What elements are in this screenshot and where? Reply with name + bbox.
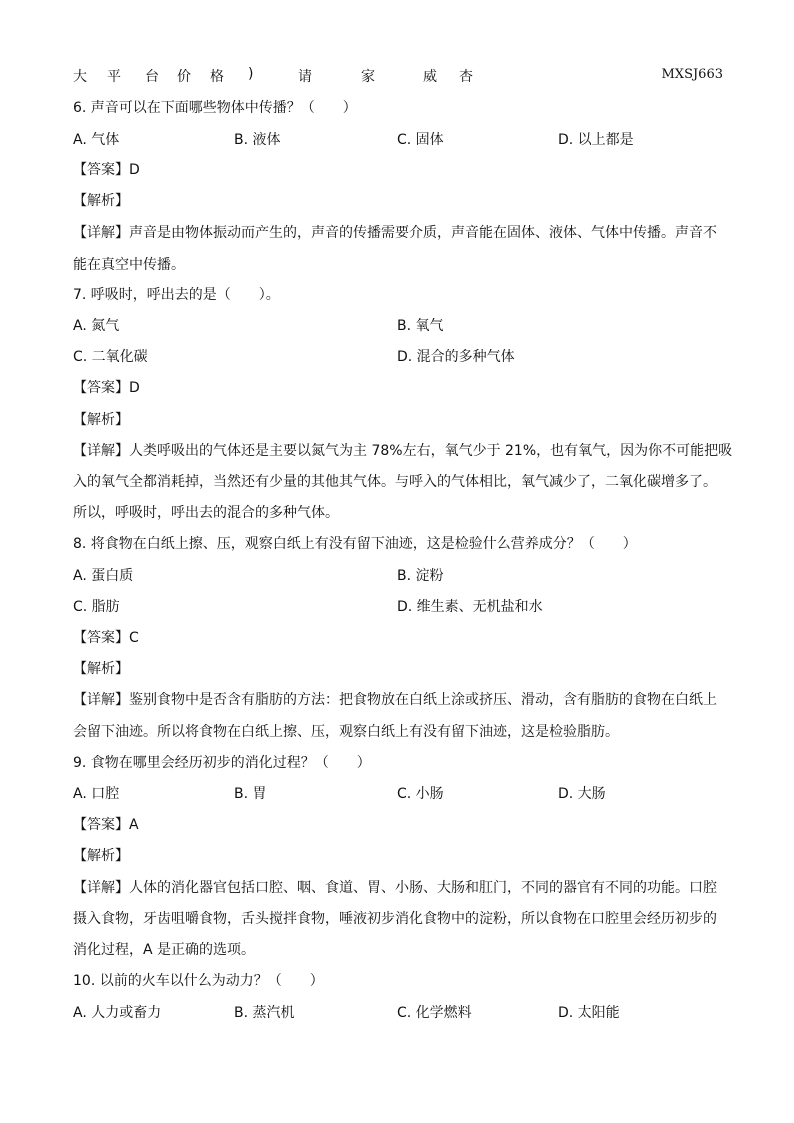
question-stem: 6. 声音可以在下面哪些物体中传播？（ ）	[73, 100, 357, 116]
header-char: 平	[107, 69, 121, 85]
detail-line: 入的氧气全都消耗掉，当然还有少量的其他其气体。与呼入的气体相比，氧气减少了，二氧化碳增多了。	[73, 474, 717, 490]
analysis-label: 【解析】	[73, 661, 129, 677]
answer-line: 【答案】C	[73, 630, 139, 646]
header-char: 家	[361, 69, 375, 85]
header-char: 台	[145, 69, 159, 85]
question-stem: 9. 食物在哪里会经历初步的消化过程？（ ）	[73, 755, 371, 771]
header-char: 价	[177, 69, 191, 85]
analysis-label: 【解析】	[73, 848, 129, 864]
option-c: C. 二氧化碳	[73, 349, 148, 365]
question-stem: 7. 呼吸时，呼出去的是（ ）。	[73, 287, 280, 303]
header-code: MXSJ663	[661, 67, 723, 82]
header-char: 格	[210, 69, 224, 85]
option-a: A. 气体	[73, 132, 120, 148]
analysis-label: 【解析】	[73, 412, 129, 428]
option-d: D. 维生素、无机盐和水	[397, 599, 543, 615]
header-char: 威	[423, 69, 437, 85]
detail-line: 【详解】鉴别食物中是否含有脂肪的方法：把食物放在白纸上涂或挤压、滑动，含有脂肪的食物在白纸上	[73, 692, 717, 708]
question-stem: 8. 将食物在白纸上擦、压，观察白纸上有没有留下油迹，这是检验什么营养成分？（ ）	[73, 536, 637, 552]
option-c: C. 固体	[397, 132, 444, 148]
option-b: B. 液体	[234, 132, 281, 148]
question-stem: 10. 以前的火车以什么为动力？（ ）	[73, 973, 324, 989]
answer-line: 【答案】D	[73, 380, 140, 396]
option-d: D. 混合的多种气体	[397, 349, 515, 365]
detail-line: 会留下油迹。所以将食物在白纸上擦、压，观察白纸上有没有留下油迹，这是检验脂肪。	[73, 724, 619, 740]
option-c: C. 脂肪	[73, 599, 120, 615]
option-a: A. 氮气	[73, 318, 120, 334]
option-d: D. 大肠	[558, 786, 606, 802]
detail-line: 【详解】人体的消化器官包括口腔、咽、食道、胃、小肠、大肠和肛门，不同的器官有不同的功能。口腔	[73, 880, 717, 896]
detail-line: 【详解】声音是由物体振动而产生的，声音的传播需要介质，声音能在固体、液体、气体中传播。声音不	[73, 225, 717, 241]
detail-line: 消化过程，A 是正确的选项。	[73, 942, 256, 958]
detail-line: 摄入食物，牙齿咀嚼食物，舌头搅拌食物，唾液初步消化食物中的淀粉，所以食物在口腔里会经历初步的	[73, 911, 717, 927]
answer-line: 【答案】A	[73, 817, 139, 833]
option-a: A. 人力或畜力	[73, 1005, 162, 1021]
option-d: D. 太阳能	[558, 1005, 620, 1021]
detail-line: 所以，呼吸时，呼出去的混合的多种气体。	[73, 505, 339, 521]
header-char: )	[248, 66, 254, 82]
option-a: A. 口腔	[73, 786, 120, 802]
detail-line: 能在真空中传播。	[73, 257, 185, 273]
option-b: B. 淀粉	[397, 568, 444, 584]
header-char: 大	[73, 69, 87, 85]
answer-line: 【答案】D	[73, 162, 140, 178]
option-a: A. 蛋白质	[73, 568, 134, 584]
header-char: 请	[298, 69, 312, 85]
option-c: C. 化学燃料	[397, 1005, 472, 1021]
analysis-label: 【解析】	[73, 193, 129, 209]
option-c: C. 小肠	[397, 786, 444, 802]
page-header	[73, 66, 723, 86]
option-d: D. 以上都是	[558, 132, 634, 148]
option-b: B. 蒸汽机	[234, 1005, 295, 1021]
header-char: 杏	[459, 69, 473, 85]
option-b: B. 胃	[234, 786, 267, 802]
option-b: B. 氧气	[397, 318, 444, 334]
detail-line: 【详解】人类呼吸出的气体还是主要以氮气为主 78%左右，氧气少于 21%，也有氧气，因为你不可能把吸	[73, 443, 733, 459]
